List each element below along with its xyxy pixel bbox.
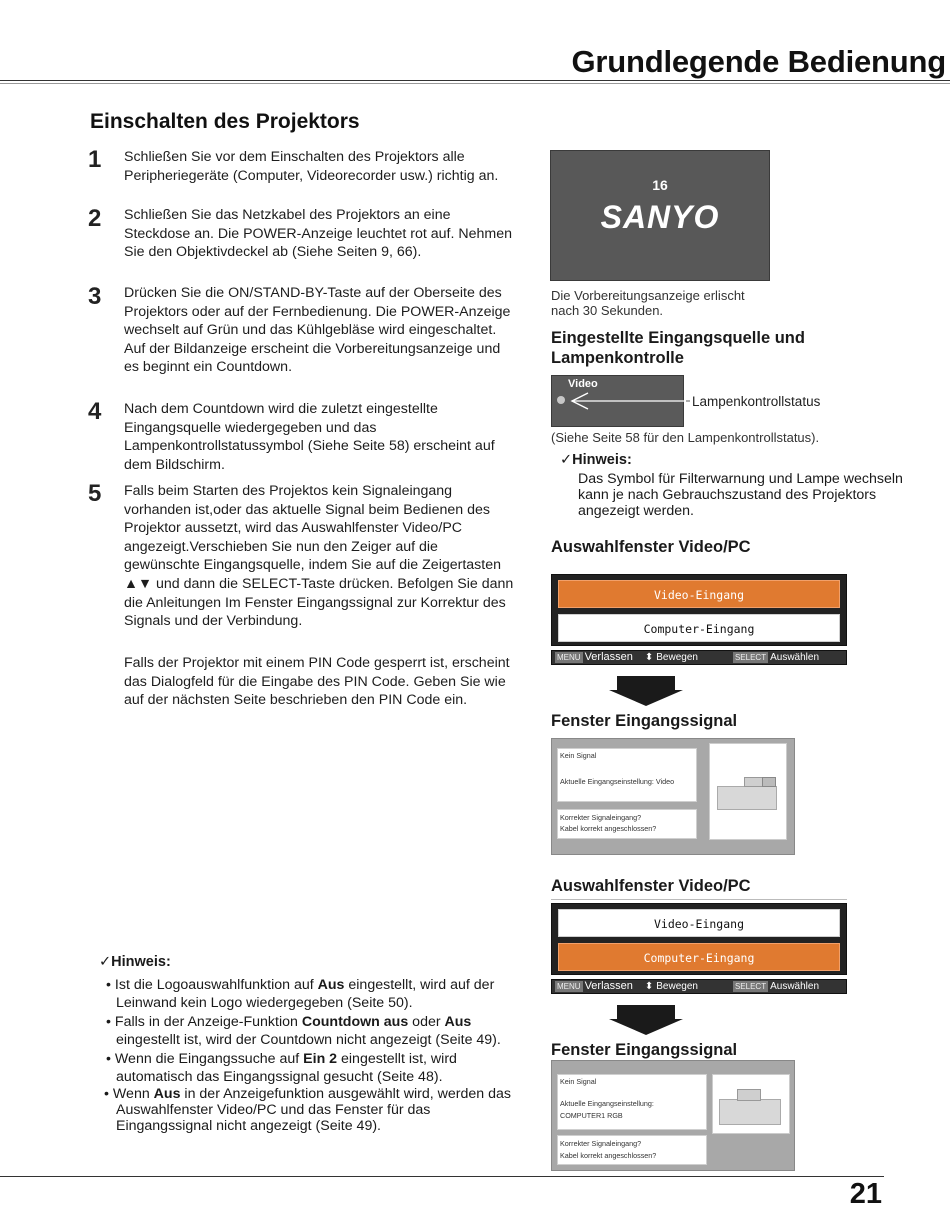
step-text: Drücken Sie die ON/STAND-BY-Taste auf der Oberseite des Projektors oder auf der Fernbedienung. Die POWER-Anzeige wechselt auf Grün und das Kühlgebläse wird eingeschaltet. Auf der Bildanzeige erscheint die Vorbereitungsanzeige und es beginnt ein Countdown. (124, 285, 511, 376)
step-text: Schließen Sie vor dem Einschalten des Projektors alle Peripheriegeräte (Computer, Videorecorder usw.) richtig an. (124, 149, 499, 184)
signal-check-box: Korrekter Signaleingang? Kabel korrekt angeschlossen? (557, 809, 697, 839)
connector-icon (737, 1089, 761, 1101)
lamp-icon (557, 396, 565, 404)
section-title: Einschalten des Projektors (90, 110, 360, 133)
menu-hint-bar (551, 650, 847, 665)
exit-label: Verlassen (584, 980, 633, 992)
step-text: Falls beim Starten des Projektos kein Signaleingang vorhanden ist,oder das aktuelle Signal beim Bedienen des Projektor aussetzt, wird das Auswahlfenster Video/PC angezeigt.Verschieben Sie nun den Zeiger auf die gewünschte Eingangsquelle, indem Sie auf die Zeigertasten ▲▼ und dann die SELECT-Taste drücken. Befolgen Sie dann die Anleitungen Im Fenster Eingangssignal zur Korrektur des Signals und der Verbindung. (124, 483, 514, 630)
left-hint-block (99, 954, 511, 1134)
step-number: 5 (88, 480, 102, 507)
header-divider (0, 80, 950, 81)
page-number: 21 (849, 1178, 882, 1210)
input-selector-window (551, 574, 847, 646)
hint-bullet: • Wenn die Eingangssuche auf Ein 2 eingestellt ist, wird automatisch das Eingangssignal gesucht (Seite 48). (106, 1050, 457, 1086)
step-number: 4 (88, 398, 102, 425)
updown-icon: ⬍ (644, 981, 654, 992)
step-number: 1 (88, 146, 102, 173)
projector-body-icon (719, 1099, 781, 1125)
hint-heading: ✓Hinweis: (99, 954, 171, 970)
step-text: Schließen Sie das Netzkabel des Projektors an eine Steckdose an. Die POWER-Anzeige leuchtet rot auf. Nehmen Sie den Objektivdeckel ab (Siehe Seiten 9, 66). (124, 207, 512, 261)
exit-label: Verlassen (584, 651, 633, 663)
connector-icon (762, 777, 776, 787)
selector-heading: Auswahlfenster Video/PC (551, 877, 751, 895)
signal-status-box: Kein Signal Aktuelle Eingangseinstellung: Video (557, 748, 697, 802)
input-signal-window (551, 738, 795, 855)
move-label: Bewegen (656, 652, 698, 663)
step-text: Nach dem Countdown wird die zuletzt eingestellte Eingangsquelle wiedergegeben und das Lampenkontrollstatussymbol (Siehe Seite 58) erscheint auf dem Bildschirm. (124, 401, 495, 473)
lamp-status-label: Lampenkontrollstatus (692, 394, 821, 409)
step-5-pin-note: Falls der Projektor mit einem PIN Code gesperrt ist, erscheint das Dialogfeld für die Eingabe des PIN Code. Geben Sie wie auf der nächsten Seite beschrieben den PIN Code ein. (124, 655, 510, 709)
input-selector-window (551, 903, 847, 975)
video-input-option[interactable]: Video-Eingang (558, 580, 840, 608)
hint-bullet: • Falls in der Anzeige-Funktion Countdown aus oder Aus eingestellt ist, wird der Countdown nicht angezeigt (Seite 49). (106, 1013, 501, 1049)
hint-bullet: • Ist die Logoauswahlfunktion auf Aus eingestellt, wird auf der Leinwand kein Logo wiedergegeben (Seite 50). (106, 977, 495, 1012)
projector-image (709, 743, 787, 840)
signal-heading: Fenster Eingangssignal (551, 1041, 738, 1059)
projector-body-icon (717, 786, 777, 810)
updown-icon: ⬍ (644, 652, 654, 663)
selector-heading: Auswahlfenster Video/PC (551, 538, 751, 556)
menu-key: MENU (557, 653, 581, 662)
divider (551, 899, 847, 900)
menu-hint-bar (551, 979, 847, 994)
countdown-splash-screen (550, 150, 770, 281)
input-source-label: Video (568, 378, 598, 390)
flow-down-arrow-icon (609, 676, 683, 706)
flow-down-arrow-icon (609, 1005, 683, 1035)
pointer-arrow-icon (566, 390, 692, 412)
computer-input-option[interactable]: Computer-Eingang (558, 943, 840, 971)
brand-logo: SANYO (600, 199, 720, 235)
projector-image (712, 1074, 790, 1134)
choose-label: Auswählen (770, 652, 820, 663)
hint-heading: ✓Hinweis: (560, 452, 632, 468)
lamp-caption: (Siehe Seite 58 für den Lampenkontrollstatus). (551, 430, 820, 445)
splash-caption: Die Vorbereitungsanzeige erlischt nach 30 Sekunden. (551, 288, 745, 318)
signal-check-box: Korrekter Signaleingang? Kabel korrekt angeschlossen? (557, 1135, 707, 1165)
hint-text: Das Symbol für Filterwarnung und Lampe wechseln kann je nach Gebrauchszustand des Projektors angezeigt werden. (578, 471, 903, 519)
footer-divider (0, 1176, 884, 1177)
signal-status-box: Kein Signal Aktuelle Eingangseinstellung: COMPUTER1 RGB (557, 1074, 707, 1130)
move-label: Bewegen (656, 981, 698, 992)
right-hint-block (560, 452, 920, 519)
lamp-heading: Eingestellte Eingangsquelle und Lampenkontrolle (551, 329, 805, 367)
header-divider-secondary (0, 83, 950, 84)
select-key: SELECT (734, 653, 767, 662)
countdown-value: 16 (652, 177, 668, 193)
select-key: SELECT (734, 982, 767, 991)
video-input-option[interactable]: Video-Eingang (558, 909, 840, 937)
step-number: 2 (88, 205, 102, 232)
signal-heading: Fenster Eingangssignal (551, 712, 738, 730)
hint-bullet: • Wenn Aus in der Anzeigefunktion ausgewählt wird, werden das Auswahlfenster Video/PC und das Fenster für das Eingangssignal nicht angezeigt (Seite 49). (104, 1086, 511, 1135)
step-number: 3 (88, 283, 102, 310)
menu-key: MENU (557, 982, 581, 991)
checkmark-icon: ✓ (99, 954, 112, 970)
computer-input-option[interactable]: Computer-Eingang (558, 614, 840, 642)
checkmark-icon: ✓ (560, 452, 573, 468)
input-signal-window (551, 1060, 795, 1171)
page-header-title: Grundlegende Bedienung (571, 44, 946, 79)
choose-label: Auswählen (770, 981, 820, 992)
